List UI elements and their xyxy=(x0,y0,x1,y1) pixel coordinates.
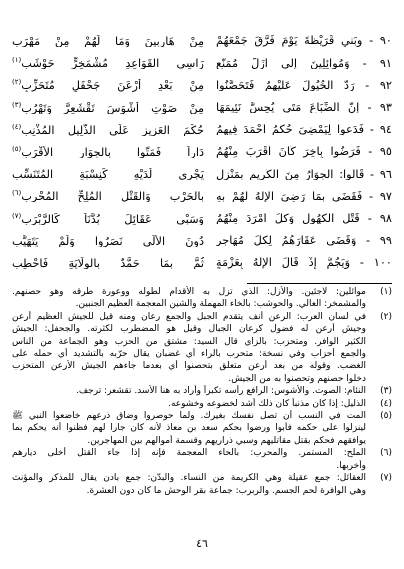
poem-verses xyxy=(12,30,392,274)
verse-first-hemistich: ٩٢ - رَدَّ الخُيُولَ عَلَيْهِمُ فَتَحَصَّنُوا xyxy=(216,79,392,92)
verse-row xyxy=(12,30,392,52)
verse-first-hemistich: ٩٠ - وبَني قُرَيْظَةَ يَوْمَ فَرَّقَ جَمْعَهُمْ xyxy=(216,35,392,47)
footnote-ref: (٧) xyxy=(12,212,22,220)
verse-first-hemistich: ٩٤ - فَدَعوا لِيَمْضِيَ حُكْمُ أَحْمَدَ فِيهِمُ xyxy=(216,124,392,136)
footnote-text xyxy=(12,447,366,472)
footnote-ref: (٢) xyxy=(12,79,22,87)
footnote-text xyxy=(12,472,366,497)
footnote-line: الغضب. وقوله من بعد أرعن متعلق بتحصنوا أي بعدما جاءهم الجيش الأرعن المتحزب xyxy=(12,361,366,372)
footnote xyxy=(12,311,392,385)
footnote xyxy=(12,398,392,410)
verse-second-hemistich xyxy=(12,190,204,202)
verse-row xyxy=(12,252,392,274)
footnote xyxy=(12,472,392,497)
verse-first-hemistich: ٩١ - وَمُوائِلِينَ إِلَى أَزَلَّ مُمَنَّعٍ xyxy=(216,57,392,69)
footnote-number: (٤) xyxy=(380,398,392,409)
verse-second-text: دَاراً فَمَتُّوا بِالجِوَارِ الأَقْرَبِ xyxy=(21,146,204,159)
footnote-line: موائلين: لاجئين. والأزل: الذي تزل به الأقدام لطوله ووعورة طرقه وهو حصنهم. xyxy=(12,287,366,297)
verse-row xyxy=(12,52,392,74)
footnote-text xyxy=(12,311,366,385)
verse-second-text: بِالحَرْبِ وَالقَتْلِ المُلِحِّ المُحْرِبِ xyxy=(21,190,204,203)
verse-second-hemistich xyxy=(12,235,204,247)
verse-second-hemistich xyxy=(12,102,204,114)
verse-first-hemistich: ٩٦ - قَالُوا: الجِوَارُ مِنَ الكَرِيمِ بِمَنْزِلٍ xyxy=(216,168,392,180)
footnote-line: وجيش أرعن له فضول كرعان الجبال وقيل هو المضطرب لكثرته. والجحفل: الجيش xyxy=(12,324,366,335)
verse-row xyxy=(12,97,392,119)
footnote-line: وهي الوافرة لحم الجسم. والربرب: جماعة بقر الوحش ما كان دون العشرة. xyxy=(86,485,366,496)
footnote-line: لينزلوا على حكمه فأبوا ورضوا بحكم سعد بن معاذ لأنه كان جارا لهم فظنوا أنه يحكم بما xyxy=(12,423,366,434)
footnote-number: (٣) xyxy=(380,386,392,397)
footnote-number: (٥) xyxy=(380,411,392,422)
verse-second-text: وَسَبْيِ عَقَائِلَ بُدَّنَاً كَالرَّبْرَبِ xyxy=(21,212,204,225)
verse-second-text: رَاسِي القَوَاعِدِ مُشْمَخِرٍّ حَوْشَبِ xyxy=(21,57,204,70)
verse-second-text: ثُمَّ بِمَا حَمَّدٌ بِالوِلَايَةِ فَاحْطِبِ xyxy=(12,256,204,269)
verse-first-hemistich: ٩٥ - فَرَضُوا بِآخِرَ كَانَ أَقْرَبَ مِنْهُمُ xyxy=(216,146,392,158)
footnote-separator xyxy=(247,283,392,284)
footnote-line: والمشمخر: العالي. والحوشب: بالخاء المهملة والشين المعجمة العظيم الجنبين. xyxy=(75,299,366,310)
footnote-ref: (٤) xyxy=(12,123,22,131)
footnote-ref: (٣) xyxy=(12,101,22,109)
footnote-line: المت في النسب أن تصل نفسك بغيرك. ولما حوصروا وضاق ذرعهم خاضعوا النبي ﷺ xyxy=(12,411,366,422)
footnote-ref: (٥) xyxy=(12,146,22,153)
verse-second-text: مِنْ بَعْدِ أَرْعَنَ جَحْفَلٍ مُتَحَزِّبِ xyxy=(21,79,204,92)
verse-second-text: يَجْرِي لَدَيْهِ كَنِسْبَةِ المُتَنَسِّبِ xyxy=(12,168,204,181)
verse-second-hemistich xyxy=(12,213,204,225)
footnote-text xyxy=(12,385,366,397)
verse-second-text: حُكْمَ العَزِيزِ عَلَى الذَّلِيلِ المُذْنِبِ xyxy=(21,123,204,136)
verse-first-hemistich: ٩٧ - فَقَضَى بِمَا رَضِيَ الإِلَهُ لَهُمْ بِهِ xyxy=(216,190,392,203)
footnote xyxy=(12,447,392,472)
footnote-ref: (١) xyxy=(12,57,22,65)
verse-row xyxy=(12,119,392,141)
verse-second-text: مِنْ هَارِبِينَ وَمَا لَهُمْ مِنْ مَهْرَبِ xyxy=(12,35,204,48)
verse-first-hemistich: ٩٩ - وَقَضَى عَقَارَهُمُ لِكُلِّ مُهَاجِرٍ xyxy=(216,235,392,247)
footnote-text xyxy=(12,398,366,410)
footnote-number: (٧) xyxy=(380,473,392,484)
verse-first-hemistich: ١٠٠ - وَيَجُمُّ إِذْ قَالَ الإِلَهُ بِعَزْمَةٍ xyxy=(216,257,392,269)
footnotes xyxy=(12,286,392,497)
footnote xyxy=(12,385,392,397)
verse-row xyxy=(12,141,392,163)
footnote-line: النئام: الصوت. والأشوس: الرافع رأسه تكبراً وأراد به هنا الأسد. تقشعر: ترجف. xyxy=(75,386,366,397)
footnote-line: يوافقهم فحكم بقتل مقاتليهم وسبي ذراريهم وقسمة أموالهم بين المهاجرين. xyxy=(87,435,366,446)
verse-row xyxy=(12,74,392,96)
verse-second-hemistich xyxy=(12,168,204,180)
footnote-number: (١) xyxy=(380,287,392,297)
verse-second-hemistich xyxy=(12,35,204,47)
verse-row xyxy=(12,163,392,185)
footnote-number: (٢) xyxy=(380,311,392,322)
verse-first-hemistich: ٩٨ - قَتْلِ الكُهُولِ وَكُلِّ أَمْرَدَ مِنْهُمُ xyxy=(216,212,392,225)
footnote-line: في لسان العرب: الرعن أنف يتقدم الجبل والجمع رعان ومنه قيل للجيش العظيم أرعن xyxy=(12,311,366,322)
footnote-line: الذليل: إذا كان مذنباً كان ذلك أشد لخضوعه وخشوعه. xyxy=(168,398,366,409)
verse-second-hemistich xyxy=(12,257,204,269)
footnote-text xyxy=(12,410,366,447)
verse-first-hemistich: ٩٣ - إِنَّ الضِّبَاعَ مَتَى يُحِسَّ نَئِيمَهَا xyxy=(216,102,392,114)
verse-second-hemistich xyxy=(12,146,204,158)
footnote-line: الكثير الوافر. ومتحزب: بالزاي قال السيد: مشتق من الحزب وهو الجماعة من الناس xyxy=(12,336,366,347)
footnote xyxy=(12,286,392,311)
footnote-line: الملح: المستمر. والمحرب: بالحاء المعجمة فإنه إذا جاء القتل أخلى ديارهم xyxy=(12,448,366,459)
verse-second-text: مِنْ صَوْتِ أَشْوَسَ تَقْشَعِرَّ وَتَهْرُبِ xyxy=(21,101,204,114)
footnote-text xyxy=(12,286,366,311)
footnote-line: والجمع أحزاب وفي نسخة: متحرب بالراء أي غضبان يقال حرّبه بالتشديد أي حمله على xyxy=(12,349,366,360)
footnote-line: وأخربها. xyxy=(336,460,366,471)
verse-second-hemistich xyxy=(12,79,204,91)
footnote-ref: (٦) xyxy=(12,190,22,198)
footnote-line: دخلوا حصنهم وتحصنوا به من الجيش. xyxy=(228,373,366,384)
verse-second-hemistich xyxy=(12,124,204,136)
footnote-line: العقائل: جمع عقيلة وهي الكريمة من النساء. والبدّن: جمع بادن يقال للمذكر والمؤنث xyxy=(12,473,366,484)
verse-row xyxy=(12,230,392,252)
verse-row xyxy=(12,185,392,207)
footnote-number: (٦) xyxy=(380,448,392,459)
verse-row xyxy=(12,208,392,230)
verse-second-hemistich xyxy=(12,57,204,69)
footnote xyxy=(12,410,392,447)
verse-second-text: دُونَ الأُلَى نَصَرُوا وَلَمْ يَتَهَيَّبِ xyxy=(12,234,204,247)
page-number: ٤٦ xyxy=(196,537,208,550)
